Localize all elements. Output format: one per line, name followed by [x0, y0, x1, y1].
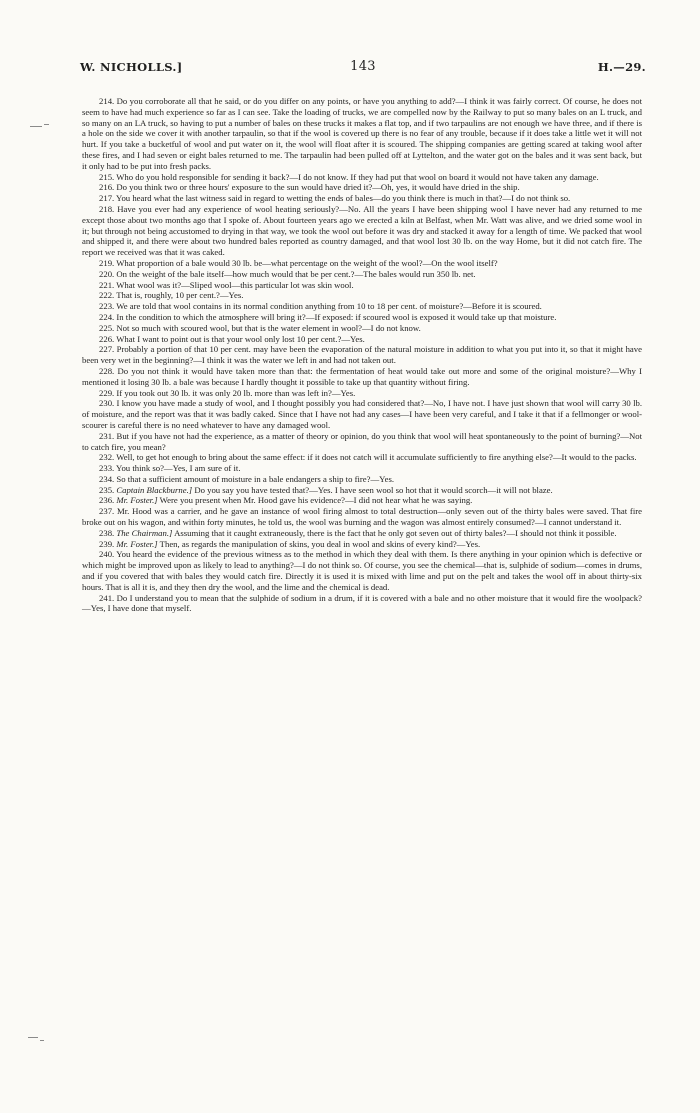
question-text: Were you present when Mr. Hood gave his evidence?—I did not hear what he was saying. — [159, 495, 473, 506]
paragraph: 228. Do you not think it would have taken more than that: the fermentation of heat would take out more and some of the original moisture?—Why I mentioned it losing 30 lb. a bale was because I hardly thought it possible to take up that quantity without firing. — [82, 365, 642, 387]
margin-mark — [30, 126, 42, 127]
paragraph: 220. On the weight of the bale itself—how much would that be per cent.?—The bales would run 350 lb. net. — [99, 268, 476, 279]
speaker: Captain Blackburne.] — [116, 484, 193, 495]
question-number: 236. — [99, 495, 115, 506]
paragraph: 229. If you took out 30 lb. it was only 20 lb. more than was left in?—Yes. — [99, 387, 356, 398]
paragraph: 219. What proportion of a bale would 30 lb. be—what percentage on the weight of the wool?—On the wool itself? — [99, 257, 498, 268]
paragraph: 216. Do you think two or three hours' exposure to the sun would have dried it?—Oh, yes, it would have dried in the ship. — [99, 182, 520, 193]
page-number: 143 — [350, 59, 376, 74]
paragraph: 230. I know you have made a study of wool, and I thought possibly you had considered that?—No, I have not. I have just shown that wool will carry 30 lb. of moisture, and the report was that it was badly caked. Since that I have not had any cases—I have been very careful, and I take it that if a fellmonger or wool-scourer is careful there is no need whatever to have any damaged wool. — [82, 398, 642, 430]
margin-mark — [40, 1040, 44, 1041]
paragraph: 223. We are told that wool contains in its normal condition anything from 10 to 18 per cent. of moisture?—Before it is scoured. — [99, 301, 542, 312]
question-text: Then, as regards the manipulation of skins, you deal in wool and skins of every kind?—Yes. — [159, 538, 481, 549]
paragraph: 224. In the condition to which the atmosphere will bring it?—If exposed: if scoured wool is exposed it would take up that moisture. — [99, 311, 557, 322]
paragraph: 233. You think so?—Yes, I am sure of it. — [99, 463, 241, 474]
question-number: 238. — [99, 527, 115, 538]
paragraph: 226. What I want to point out is that your wool only lost 10 per cent.?—Yes. — [99, 333, 365, 344]
paragraph: 227. Probably a portion of that 10 per cent. may have been the evaporation of the natural moisture in addition to what you put into it, so that it might have been very wet in the beginning?—I think it was the water we left in and had not taken out. — [82, 344, 642, 366]
speaker: The Chairman.] — [116, 527, 173, 538]
paragraph: 234. So that a sufficient amount of moisture in a bale endangers a ship to fire?—Yes. — [99, 473, 394, 484]
paragraph: 237. Mr. Hood was a carrier, and he gave an instance of wool firing almost to total destruction—only seven out of the thirty bales were saved. That fire broke out on his wagon, and within forty minutes, he told us, the wool was burning and the wagon was almost entirely consumed?—I cannot understand it. — [82, 506, 642, 528]
paragraph: 222. That is, roughly, 10 per cent.?—Yes. — [99, 290, 244, 301]
paragraph: 214. Do you corroborate all that he said, or do you differ on any points, or have you anything to add?—I think it was fairly correct. Of course, he does not seem to have had much experience so far as I can see. Take the loading of trucks, we are compelled now by the Railway to put so many bales on an L truck, and so many on an LA truck, so having to put a number of bales on these trucks it makes a flat top, and if two tarpaulins are not enough we have three, and if there is a hole on the side we cover it with another tarpaulin, so that if the wool is covered up there is no fear of any trouble, because if it does take a little wet it will not hurt. If you take a bucketful of wool and put water on it, the wool will float after it is scoured. The shipping companies are getting scared at taking wool after these fires, and I had seven or eight bales returned to me. The tarpaulin had been pulled off at Lyttelton, and the water got on the bales and it was sent back, but it only had to be put into fresh packs. — [82, 96, 642, 171]
margin-mark — [28, 1037, 38, 1038]
question-text: Assuming that it caught extraneously, there is the fact that he only got seven out of thirty bales?—I should not think it possible. — [174, 527, 617, 538]
paragraph: 231. But if you have not had the experience, as a matter of theory or opinion, do you think that wool will heat spontaneously to the point of burning?—Not to catch fire, you mean? — [82, 430, 642, 452]
witness-name: W. NICHOLLS.] — [80, 60, 183, 74]
question-number: 235. — [99, 484, 115, 495]
document-reference: H.—29. — [597, 60, 646, 74]
paragraph: 225. Not so much with scoured wool, but that is the water element in wool?—I do not know. — [99, 322, 421, 333]
paragraph — [82, 539, 642, 550]
paragraph: 217. You heard what the last witness said in regard to wetting the ends of bales—do you think there is much in that?—I do not think so. — [99, 193, 571, 204]
speaker: Mr. Foster.] — [116, 538, 158, 549]
paragraph: 218. Have you ever had any experience of wool heating seriously?—No. All the years I have been shipping wool I have never had any returned to me except those about two months ago that I spoke of. About fourteen years ago we erected a kiln at Belfast, when Mr. Watt was alive, and we dried some wool in it; but through not being accustomed to drying in that way, we took the wool out before it was dry and stacked it away for a length of time. We packed that wool and shipped it, and there were about two hundred bales reported as country damaged, and that wool lost 30 lb. on the way Home, but it did not catch fire. The report we received was that it was caked. — [82, 203, 642, 258]
question-text: Do you say you have tested that?—Yes. I have seen wool so hot that it would scorch—it will not blaze. — [194, 484, 553, 495]
paragraph — [82, 495, 642, 506]
margin-mark — [44, 124, 49, 125]
paragraph — [82, 528, 642, 539]
paragraph: 215. Who do you hold responsible for sending it back?—I do not know. If they had put that wool on board it would not have taken any damage. — [99, 171, 599, 182]
paragraph: 221. What wool was it?—Sliped wool—this particular lot was skin wool. — [99, 279, 354, 290]
paragraph — [82, 485, 642, 496]
paragraph: 240. You heard the evidence of the previous witness as to the method in which they deal with them. Is there anything in your opinion which is defective or which might be improved upon as likely to lead to anything?—I do not think so. Of course, you see the chemical—that is, sulphide of sodium—comes in drums, and if you covered that with bales they would catch fire. Directly it is used it is mixed with lime and put on the pelt and takes the wool off in about thirty-six hours. That is all it is, and they then dry the wool, and the lime and the chemical is dead. — [82, 549, 642, 592]
speaker: Mr. Foster.] — [116, 495, 158, 506]
question-number: 239. — [99, 538, 115, 549]
paragraph: 241. Do I understand you to mean that the sulphide of sodium in a drum, if it is covered with a bale and no other moisture that it would fire the woolpack?—Yes, I have done that myself. — [82, 592, 642, 614]
page-header — [80, 60, 646, 78]
testimony-body — [82, 96, 642, 614]
paragraph: 232. Well, to get hot enough to bring about the same effect: if it does not catch will it accumulate sufficiently to fire anything else?—It would to the packs. — [99, 452, 637, 463]
